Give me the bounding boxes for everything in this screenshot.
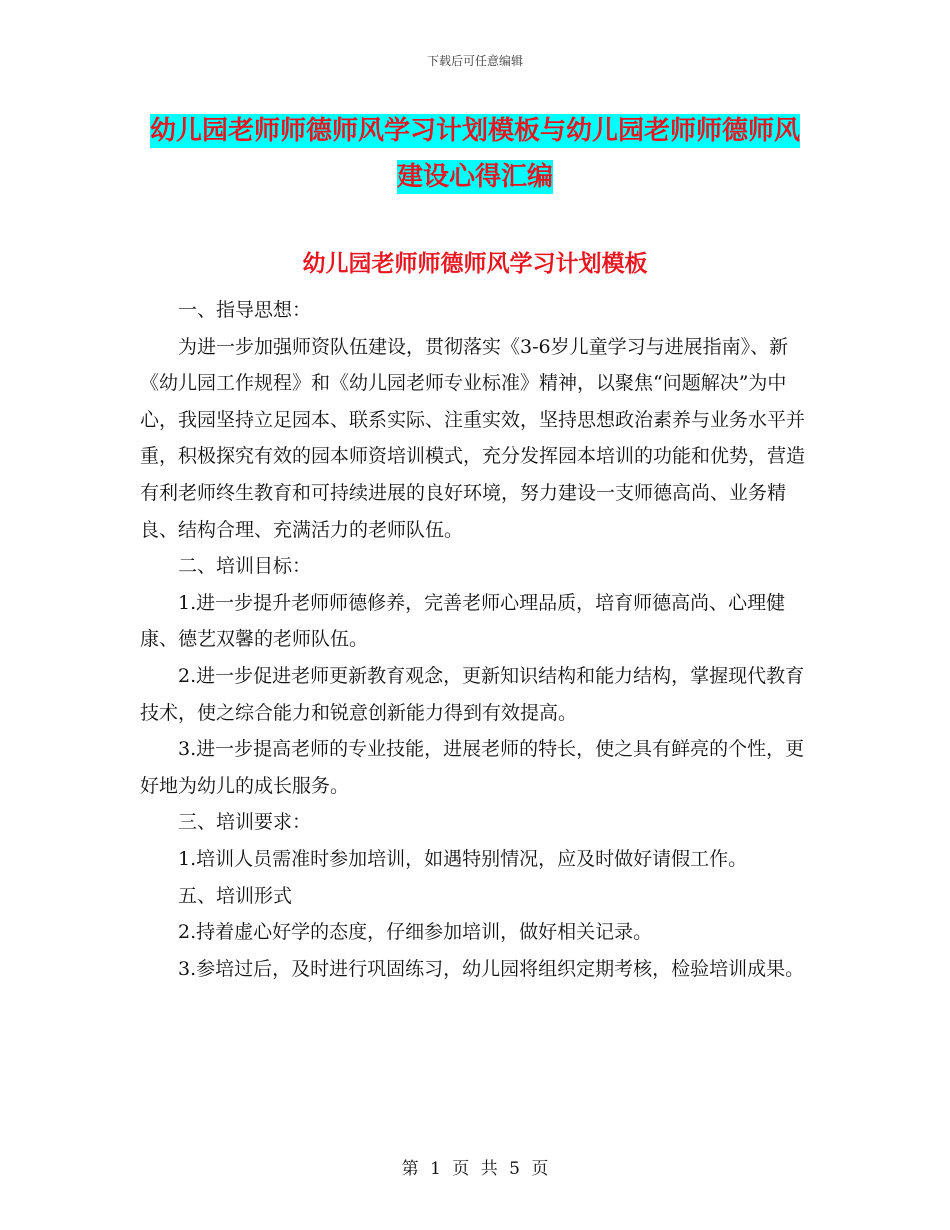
document-title-text: 幼儿园老师师德师风学习计划模板与幼儿园老师师德师风建设心得汇编 [149,116,800,192]
list-item: 1.培训人员需准时参加培训，如遇特别情况，应及时做好请假工作。 [178,847,748,870]
list-item: 2.持着虚心好学的态度，仔细参加培训，做好相关记录。 [178,921,653,944]
heading-training-form: 五、培训形式 [178,884,293,907]
list-item: 3.参培过后，及时进行巩固练习，幼儿园将组织定期考核，检验培训成果。 [178,957,805,980]
heading-training-requirements: 三、培训要求： [178,811,312,834]
list-item: 2.进一步促进老师更新教育观念，更新知识结构和能力结构，掌握现代教育技术，使之综合能力和锐意创新能力得到有效提高。 [140,664,805,724]
heading-training-goals: 二、培训目标： [178,555,312,578]
section-title: 幼儿园老师师德师风学习计划模板 [302,251,648,277]
list-item: 1.进一步提升老师师德修养，完善老师心理品质，培育师德高尚、心理健康、德艺双馨的老师队伍。 [140,591,786,651]
document-body [140,292,820,987]
page-number: 第 1 页 共 5 页 [401,1159,549,1179]
heading-guiding-ideology: 一、指导思想： [178,299,312,321]
list-item: 3.进一步提高老师的专业技能，进展老师的特长，使之具有鲜亮的个性，更好地为幼儿的成长服务。 [140,738,805,797]
paragraph: 为进一步加强师资队伍建设，贯彻落实《3-6岁儿童学习与进展指南》、新《幼儿园工作规程》和《幼儿园老师专业标准》精神，以聚焦“问题解决”为中心，我园坚持立足园本、联系实际、注重实效，坚持思想政治素养与业务水平并重，积极探究有效的园本师资培训模式，充分发挥园本培训的功能和优势，营造有利老师终生教育和可持续进展的良好环境，努力建设一支师德高尚、业务精良、结构合理、充满活力的老师队伍。 [140,335,806,541]
header-note: 下载后可任意编辑 [426,54,523,68]
document-title [140,108,810,200]
